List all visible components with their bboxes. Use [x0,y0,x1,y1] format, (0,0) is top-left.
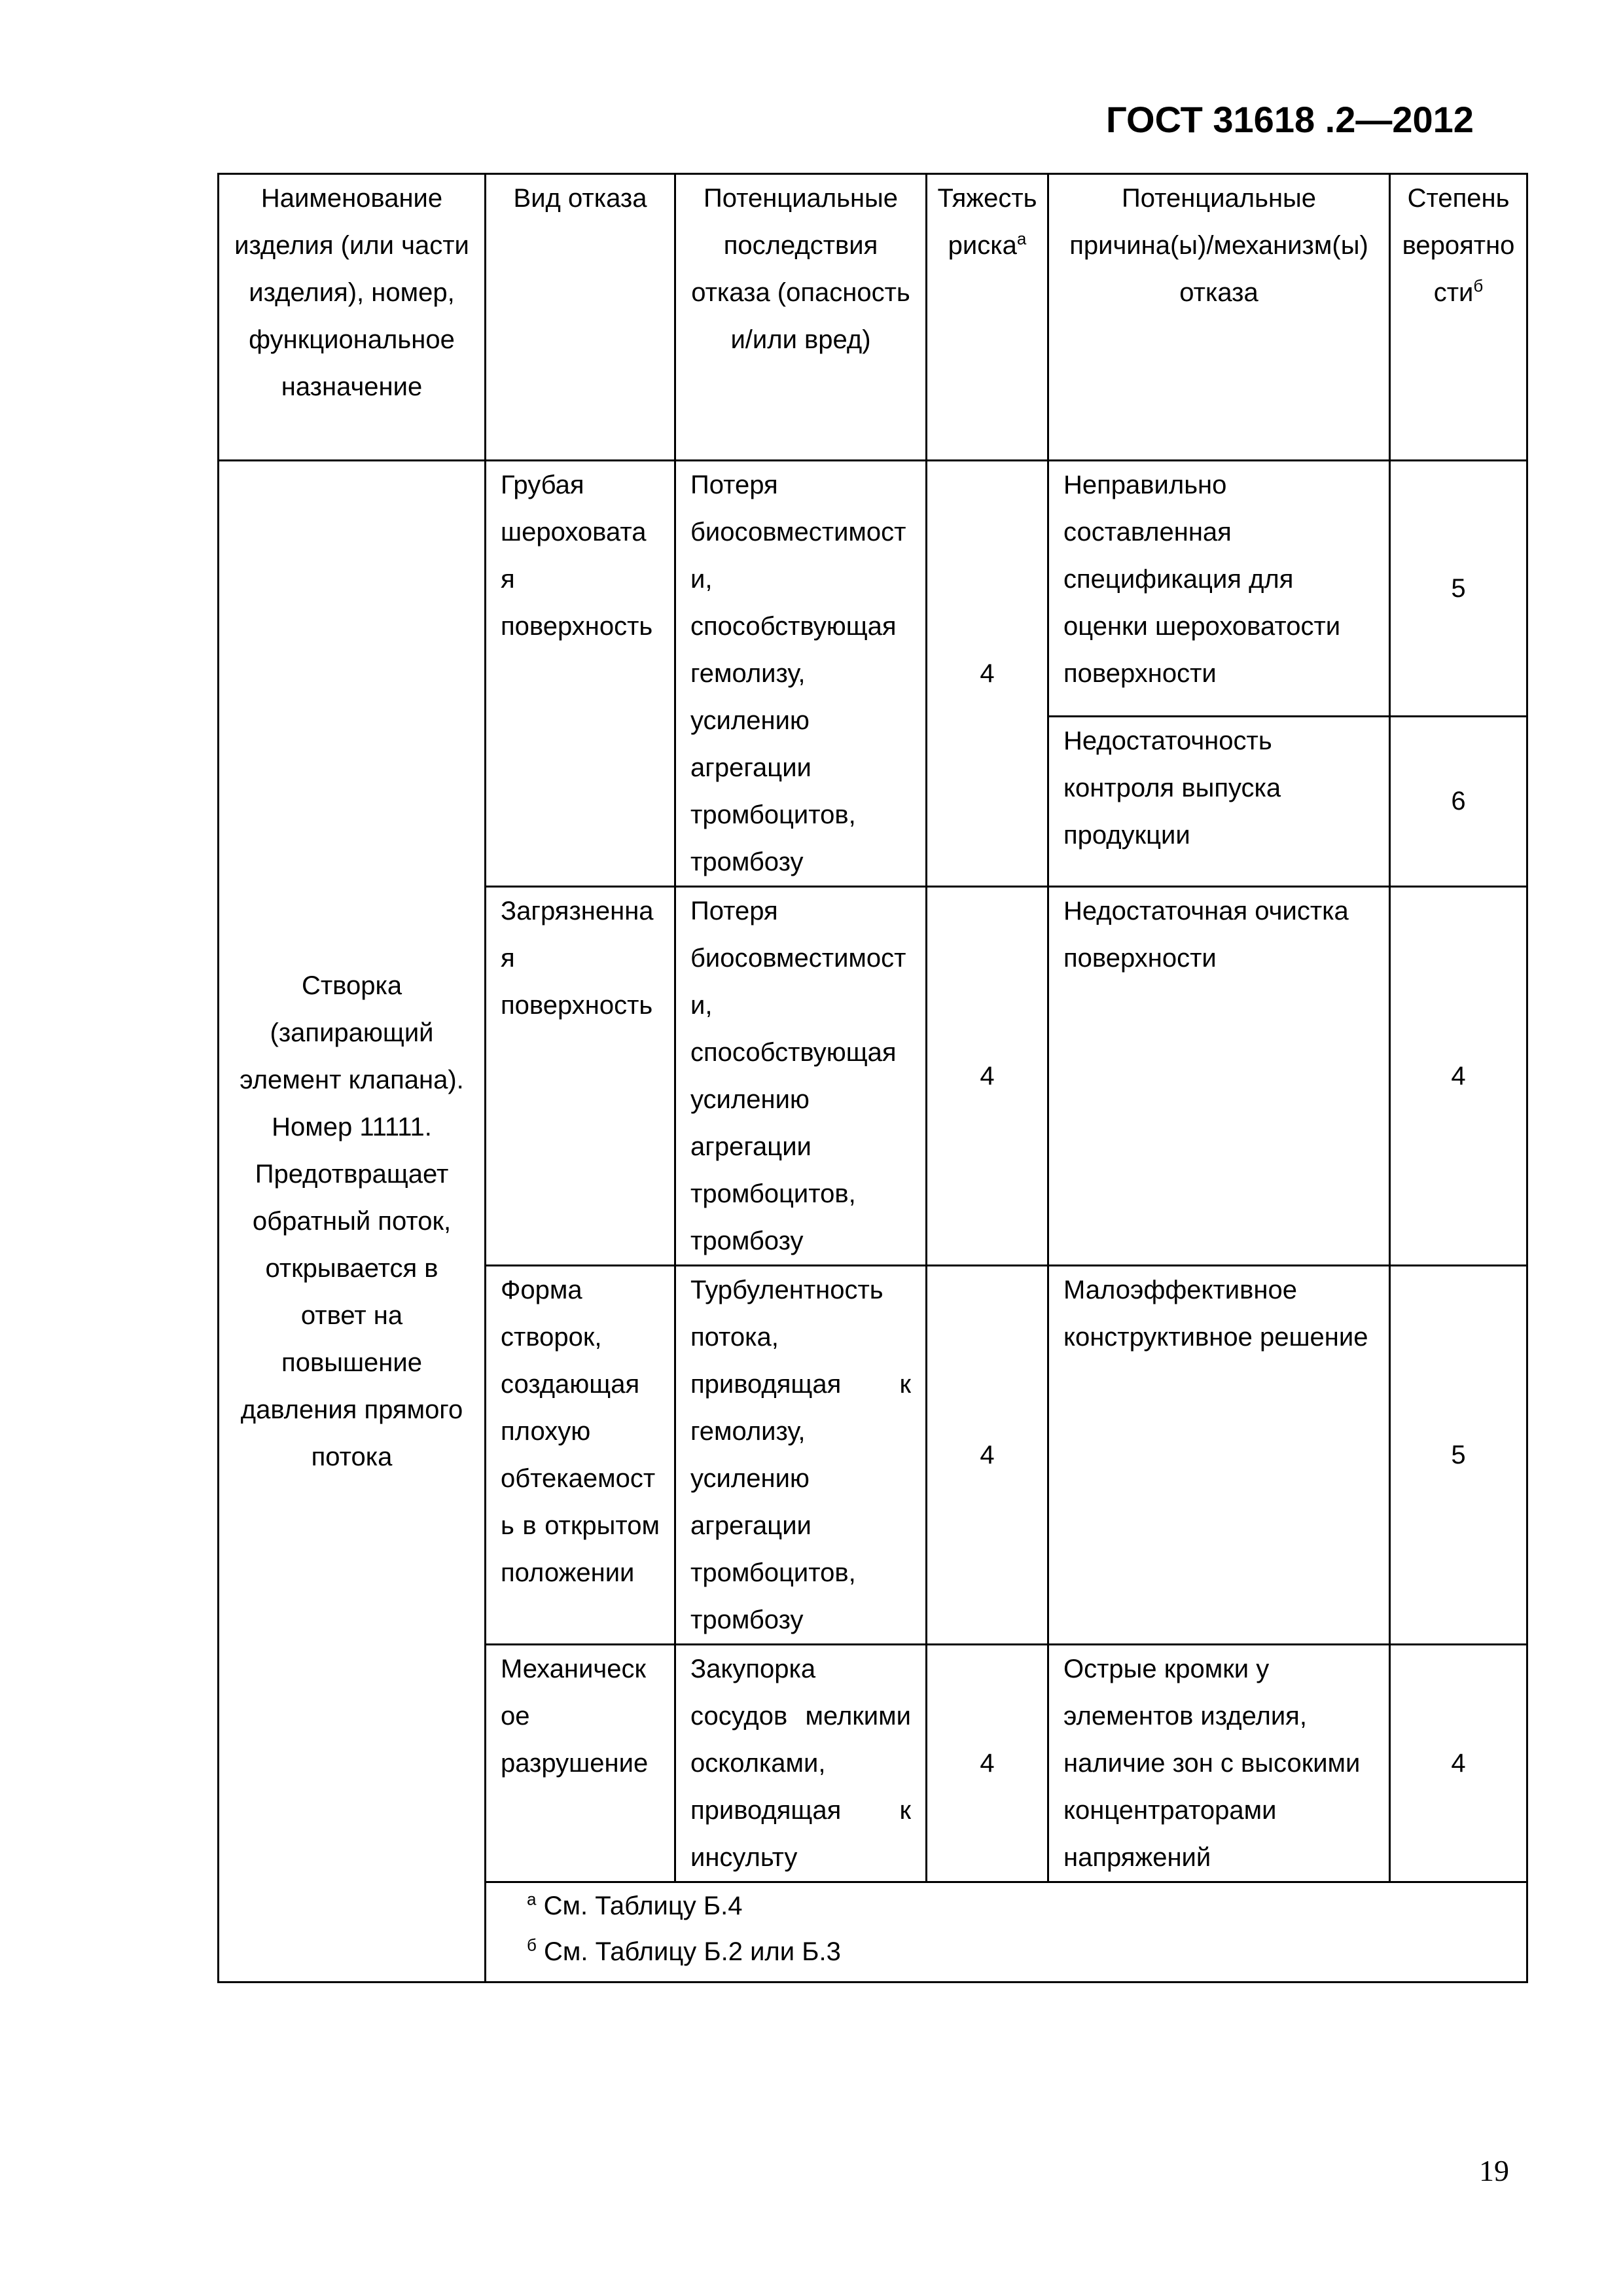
column-header-item: Наименование изделия (или части изделия), номер, функциональное назначение [219,174,486,461]
probability-cell: 6 [1390,716,1527,886]
probability-cell: 4 [1390,1645,1527,1882]
footnote-mark: б [1473,276,1484,296]
column-header-probability: Степень вероятности$^б$ [1390,174,1527,461]
failure-mode-cell: Форма створок, создающая плохую обтекаемость в открытом положении [486,1266,675,1645]
probability-cell: 5 [1390,1266,1527,1645]
page-number: 19 [1479,2154,1509,2187]
footnotes-cell [486,1882,1527,1982]
effect-cell: Потеря биосовместимости, способствующая гемолизу, усилению агрегации тромбоцитов, тромбозу [675,461,927,887]
failure-mode-cell: Грубая шероховатая поверхность [486,461,675,887]
cause-cell: Малоэффективное конструктивное решение [1048,1266,1390,1645]
column-header-severity: Тяжесть риска$^а$ [927,174,1048,461]
cause-cell: Недостаточная очистка поверхности [1048,887,1390,1266]
cause-cell: Острые кромки у элементов изделия, наличие зон с высокими концентраторами напряжений [1048,1645,1390,1882]
severity-cell: 4 [927,1645,1048,1882]
column-header-effect: Потенциальные последствия отказа (опасность и/или вред) [675,174,927,461]
failure-mode-cell: Загрязненная поверхность [486,887,675,1266]
severity-cell: 4 [927,887,1048,1266]
footnote: $^а$ См. Таблицу Б.4 [527,1889,743,1920]
cause-cell: Неправильно составленная спецификация для оценки шероховатости поверхности [1048,461,1390,717]
failure-mode-cell: Механическое разрушение [486,1645,675,1882]
column-header-failure-mode: Вид отказа [486,174,675,461]
footnote-mark: а [1016,228,1027,249]
effect-cell: Закупорка сосудов мелкими осколками, приводящая к инсульту [675,1645,927,1882]
item-cell: Створка (запирающий элемент клапана). Номер 11111. Предотвращает обратный поток, открывается в ответ на повышение давления прямого потока [219,461,486,1982]
effect-cell: Потеря биосовместимости, способствующая усилению агрегации тромбоцитов, тромбозу [675,887,927,1266]
fmea-table [217,173,1528,1983]
severity-cell: 4 [927,461,1048,887]
effect-cell: Турбулентность потока, приводящая к гемолизу, усилению агрегации тромбоцитов, тромбозу [675,1266,927,1645]
probability-cell: 5 [1390,461,1527,717]
column-header-causes: Потенциальные причина(ы)/механизм(ы) отказа [1048,174,1390,461]
cause-cell: Недостаточность контроля выпуска продукции [1048,716,1390,886]
table-row [219,461,1527,717]
document-header: ГОСТ 31618 .2—2012 [1106,99,1474,140]
table-header-row [219,174,1527,461]
probability-cell: 4 [1390,887,1527,1266]
severity-cell: 4 [927,1266,1048,1645]
footnote: $^б$ См. Таблицу Б.2 или Б.3 [527,1935,841,1966]
